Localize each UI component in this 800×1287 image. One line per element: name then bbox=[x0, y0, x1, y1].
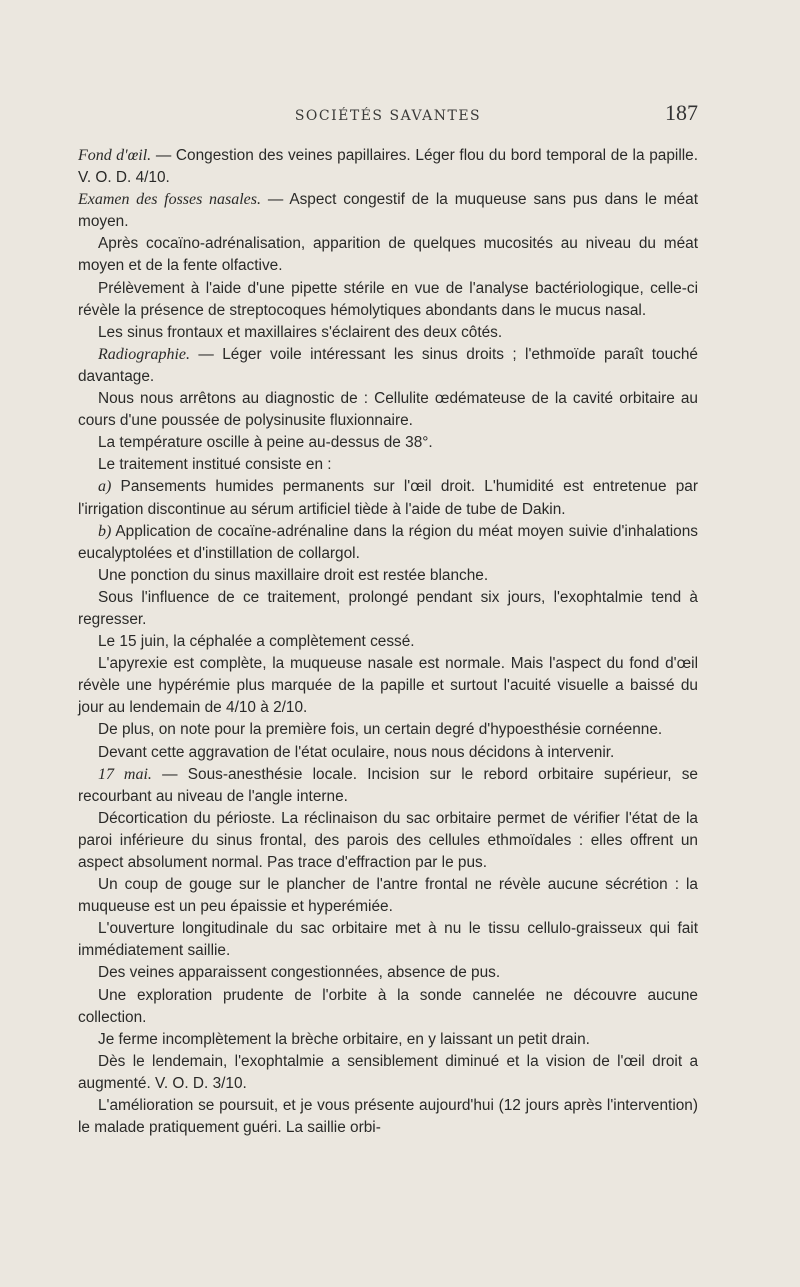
paragraph-text: Devant cette aggravation de l'état oculaire, nous nous décidons à intervenir. bbox=[98, 743, 615, 761]
paragraph bbox=[78, 962, 698, 984]
paragraph bbox=[78, 278, 698, 322]
page-body bbox=[78, 145, 698, 1139]
paragraph bbox=[78, 918, 698, 962]
paragraph bbox=[78, 631, 698, 653]
page-header bbox=[78, 100, 698, 132]
paragraph bbox=[78, 388, 698, 432]
paragraph-label: Fond d'œil. bbox=[78, 147, 152, 164]
paragraph bbox=[78, 145, 698, 189]
paragraph-label: Examen des fosses nasales. bbox=[78, 191, 261, 209]
paragraph-text: Prélèvement à l'aide d'une pipette stérile en vue de l'analyse bactériologique, celle-ci révèle la présence de streptocoques hémolytiques abondants dans le mucus nasal. bbox=[78, 279, 698, 319]
paragraph-text: Je ferme incomplètement la brèche orbitaire, en y laissant un petit drain. bbox=[98, 1030, 590, 1048]
paragraph-text: L'amélioration se poursuit, et je vous présente aujourd'hui (12 jours après l'intervention) le malade pratiquement guéri. La saillie orbi- bbox=[78, 1097, 698, 1137]
paragraph bbox=[78, 719, 698, 741]
paragraph-text: Les sinus frontaux et maxillaires s'éclairent des deux côtés. bbox=[98, 323, 503, 341]
paragraph-label: a) bbox=[98, 478, 112, 496]
paragraph bbox=[78, 653, 698, 719]
paragraph bbox=[78, 1029, 698, 1051]
paragraph-label: Radiographie. bbox=[98, 345, 190, 363]
paragraph-text: — Sous-anesthésie locale. Incision sur le rebord orbitaire supérieur, se recourbant au niveau de l'angle interne. bbox=[78, 765, 698, 805]
paragraph bbox=[78, 1095, 698, 1139]
paragraph bbox=[78, 1051, 698, 1095]
page-number: 187 bbox=[665, 100, 698, 125]
paragraph-text: Décortication du périoste. La réclinaison du sac orbitaire permet de vérifier l'état de la paroi inférieure du sinus frontal, des parois des cellules ethmoïdales : elles offrent un aspect absolument normal. Pas trace d'effraction par le pus. bbox=[78, 809, 698, 871]
paragraph bbox=[78, 587, 698, 631]
paragraph bbox=[78, 189, 698, 233]
paragraph bbox=[78, 344, 698, 388]
paragraph-text: Une exploration prudente de l'orbite à la sonde cannelée ne découvre aucune collection. bbox=[78, 986, 698, 1026]
paragraph-text: Une ponction du sinus maxillaire droit est restée blanche. bbox=[98, 566, 489, 584]
paragraph-text: — Congestion des veines papillaires. Léger flou du bord temporal de la papille. V. O. D. 4/10. bbox=[78, 147, 698, 187]
paragraph-text: Dès le lendemain, l'exophtalmie a sensiblement diminué et la vision de l'œil droit a augmenté. V. O. D. 3/10. bbox=[78, 1052, 698, 1092]
running-head: SOCIÉTÉS SAVANTES bbox=[294, 108, 482, 124]
paragraph-text: Après cocaïno-adrénalisation, apparition de quelques mucosités au niveau du méat moyen et de la fente olfactive. bbox=[78, 235, 698, 275]
paragraph bbox=[78, 233, 698, 277]
paragraph bbox=[78, 985, 698, 1029]
paragraph bbox=[78, 764, 698, 808]
paragraph bbox=[78, 874, 698, 918]
paragraph-label: b) bbox=[98, 522, 112, 540]
paragraph-text: Un coup de gouge sur le plancher de l'antre frontal ne révèle aucune sécrétion : la muqueuse est un peu épaissie et hyperémiée. bbox=[78, 876, 698, 916]
paragraph-text: Application de cocaïne-adrénaline dans la région du méat moyen suivie d'inhalations eucalyptolées et d'instillation de collargol. bbox=[78, 522, 698, 562]
paragraph bbox=[78, 322, 698, 344]
paragraph-text: Nous nous arrêtons au diagnostic de : Cellulite œdémateuse de la cavité orbitaire au cours d'une poussée de polysinusite fluxionnaire. bbox=[78, 390, 698, 430]
paragraph bbox=[78, 742, 698, 764]
paragraph-text: La température oscille à peine au-dessus de 38°. bbox=[98, 434, 433, 452]
paragraph-text: Pansements humides permanents sur l'œil droit. L'humidité est entretenue par l'irrigation discontinue au sérum artificiel tiède à l'aide de tube de Dakin. bbox=[78, 478, 698, 518]
paragraph bbox=[78, 432, 698, 454]
paragraph bbox=[78, 476, 698, 520]
paragraph-text: De plus, on note pour la première fois, un certain degré d'hypoesthésie cornéenne. bbox=[98, 721, 663, 739]
paragraph bbox=[78, 808, 698, 874]
paragraph bbox=[78, 565, 698, 587]
paragraph bbox=[78, 521, 698, 565]
paragraph-label: 17 mai. bbox=[98, 765, 152, 783]
paragraph-text: Sous l'influence de ce traitement, prolongé pendant six jours, l'exophtalmie tend à regresser. bbox=[78, 588, 698, 628]
paragraph-text: Le 15 juin, la céphalée a complètement cessé. bbox=[98, 633, 415, 651]
paragraph-text: L'ouverture longitudinale du sac orbitaire met à nu le tissu cellulo-graisseux qui fait immédiatement saillie. bbox=[78, 920, 698, 960]
paragraph-text: L'apyrexie est complète, la muqueuse nasale est normale. Mais l'aspect du fond d'œil révèle une hypérémie plus marquée de la papille et surtout l'acuité visuelle a baissé du jour au lendemain de 4/10 à 2/10. bbox=[78, 655, 698, 717]
paragraph-text: — Aspect congestif de la muqueuse sans pus dans le méat moyen. bbox=[78, 191, 699, 231]
paragraph bbox=[78, 454, 698, 476]
paragraph-text: Des veines apparaissent congestionnées, absence de pus. bbox=[98, 964, 501, 982]
paragraph-text: Le traitement institué consiste en : bbox=[98, 456, 332, 474]
paragraph-text: — Léger voile intéressant les sinus droits ; l'ethmoïde paraît touché davantage. bbox=[78, 345, 698, 385]
